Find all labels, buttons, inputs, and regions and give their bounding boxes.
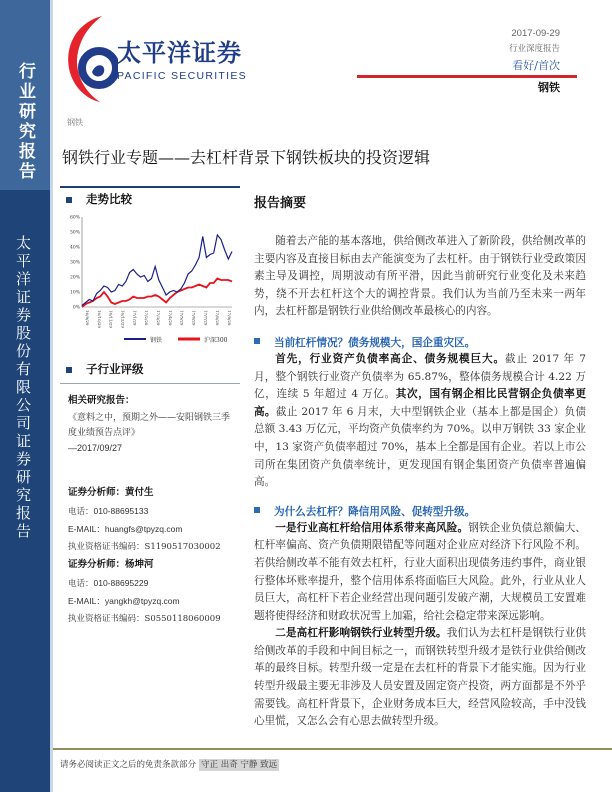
section-2-text-1: 钢铁企业负债总额偏大、杠杆率偏高、资产负债期限错配等问题对企业应对经济下行风险不利。若供给侧改革不能有效去杠杆，行业大面积出现债务违约事件，商业银行整体坏账率提升，整个信用体系将面临巨大风险。此外，行业从业人员巨大，高杠杆下若企业经营出现问题引发破产潮，大规模员工安置难题将使得经济和财政状况雪上加霜，给社会稳定带来深远影响。: [254, 521, 587, 622]
x-tick-label: 16/10/29: [96, 310, 102, 328]
section-1-heading-text: 当前杠杆情况？债务规模大，国企重灾区。: [274, 336, 476, 349]
footer-rule: [53, 748, 612, 750]
related-reports: [68, 394, 238, 456]
analyst-name: 证券分析师：黄付生: [68, 487, 154, 498]
trend-heading-text: 走势比较: [86, 192, 132, 206]
x-tick-label: 17/3/29: [156, 310, 161, 326]
footer-disclaimer: 请务必阅读正文之后的免责条款部分: [60, 760, 197, 770]
x-tick-label: 17/9/29: [227, 310, 232, 326]
x-tick-label: 17/5/29: [179, 310, 185, 326]
section-1-text-2: 截止 2017 年 6 月末，大中型钢铁企业（基本上都是国企）负债总额 3.43 万亿元，平均资产负债率约为 70%。以申万钢铁 33 家企业中，13 家资产负债率超过 70%，基本上全都是国有企业。若以上市公司所在集团资产负债率统计，更发现国有钢企集团资产负债率普遍偏高。: [254, 405, 587, 489]
y-tick-label: 0%: [72, 305, 80, 311]
left-column-rule: [60, 186, 240, 188]
section-2-heading-text: 为什么去杠杆？降信用风险、促转型升级。: [274, 505, 476, 518]
analyst-cert: 执业资格证书编码：S1190517030002: [68, 542, 221, 552]
section-2-lead-1: 一是行业高杠杆给信用体系带来高风险。: [275, 521, 469, 534]
footer: [60, 759, 279, 771]
legend-label-steel: 钢铁: [150, 337, 163, 344]
x-tick-label: 16/11/29: [108, 310, 114, 328]
y-tick-label: 60%: [69, 215, 80, 221]
y-tick-label: 20%: [69, 275, 80, 281]
analysts: [68, 484, 243, 628]
x-tick-label: 17/2/28: [144, 310, 150, 326]
logo-icon: [62, 14, 118, 102]
report-type: 行业深度报告: [508, 44, 560, 54]
y-tick-label: 40%: [69, 245, 80, 251]
analyst-1: [68, 484, 243, 556]
series-line-hs300: [82, 279, 232, 308]
analyst-phone: 电话：010-88695133: [68, 506, 149, 516]
x-tick-label: 17/1/29: [132, 310, 138, 326]
bullet-icon: [66, 367, 72, 373]
logo-text-en: PACIFIC SECURITIES: [117, 70, 247, 82]
section-1-lead-2: 其次，国有钢企相比民营钢企负债率更高。: [254, 388, 586, 418]
section-2-lead-2: 二是高杠杆影响钢铁行业转型升级。: [275, 627, 447, 640]
summary-intro: 随着去产能的基本落地，供给侧改革进入了新阶段，供给侧改革的主要内容及直接目标由去产能演变为了去杠杆。由于钢铁行业受政策因素主导及调控，周期波动有所平滑，因此当前研究行业变化及未来趋势，绕不开去杠杆这个大的调控背景。我们认为当前乃至未来一两年内，去杠杆都是钢铁行业供给侧改革最核心的内容。: [254, 235, 586, 318]
section-1-body: [254, 351, 586, 492]
section-2-body-1: [254, 520, 586, 626]
section-1-lead-1: 首先，行业资产负债率高企、债务规模巨大。: [275, 352, 506, 365]
rating: 看好/首次: [512, 59, 560, 72]
analyst-phone: 电话：010-88695229: [68, 578, 149, 588]
x-tick-label: 17/6/29: [191, 310, 197, 326]
report-date: 2017-09-29: [511, 28, 560, 39]
logo-text-cn: 太平洋证券: [117, 39, 242, 67]
bullet-icon: [66, 197, 72, 203]
summary-heading: 报告摘要: [254, 196, 307, 211]
sector-label: 钢铁: [538, 81, 560, 94]
x-tick-label: 17/8/29: [215, 310, 221, 326]
related-report-date: —2017/09/27: [68, 443, 123, 453]
x-tick-label: 17/4/29: [167, 310, 173, 326]
x-tick-label: 16/12/29: [120, 310, 126, 328]
analyst-cert: 执业资格证书编码：S0550118060009: [68, 614, 221, 624]
x-tick-label: 16/9/29: [85, 310, 90, 326]
footer-motto: 守正 出奇 宁静 致远: [201, 760, 278, 770]
y-tick-label: 10%: [69, 290, 80, 296]
analyst-email[interactable]: E-MAIL：yangkh@tpyzq.com: [68, 596, 180, 606]
header-divider: [357, 75, 577, 78]
y-tick-label: 30%: [69, 260, 80, 266]
analyst-2: [68, 556, 243, 628]
sub-heading-rule: [60, 383, 240, 384]
related-heading: 相关研究报告：: [68, 395, 135, 406]
analyst-name: 证券分析师：杨坤河: [68, 559, 154, 570]
sub-heading-text: 子行业评级: [86, 362, 144, 376]
legend-label-hs300: 沪深300: [204, 337, 228, 344]
sidebar-title: 行业研究报告: [15, 62, 35, 182]
trend-heading: [66, 192, 132, 207]
analyst-email[interactable]: E-MAIL：huangfs@tpyzq.com: [68, 524, 183, 534]
summary-column: [254, 196, 586, 731]
sidebar-company: 太平洋证券股份有限公司证券研究报告: [14, 235, 32, 541]
section-2-body-2: [254, 625, 586, 731]
bullet-icon: [254, 338, 260, 344]
section-1-text-1: 截止 2017 年 7 月，整个钢铁行业资产负债率为 65.87%，整体债务规模合计 4.22 万亿，连续 5 年超过 4 万亿。: [254, 352, 587, 401]
sidebar-edge: [50, 0, 53, 792]
x-tick-label: 17/7/29: [203, 310, 209, 326]
section-2-heading: [254, 502, 586, 520]
related-report-title[interactable]: 《意料之中，预期之外——安阳钢铁三季度业绩预告点评》: [68, 413, 231, 438]
trend-chart: [60, 211, 242, 347]
sub-industry-heading: [66, 362, 144, 377]
section-1-heading: [254, 333, 586, 351]
y-tick-label: 50%: [69, 230, 80, 236]
page-title: 钢铁行业专题——去杠杆背景下钢铁板块的投资逻辑: [62, 148, 431, 167]
sector-tag: 钢铁: [67, 118, 83, 127]
section-2-text-2: 我们认为去杠杆是钢铁行业供给侧改革的手段和中间目标之一，而钢铁转型升级才是铁行业供给侧改革的最终目标。转型升级一定是在去杠杆的背景下才能实施。因为行业转型升级最主要无非涉及人员安置及固定资产投资，两方面都是不外乎需要钱。高杠杆背景下，企业财务成本巨大，经营风险较高，手中没钱心里慌，又怎么会有心思去做转型升级。: [254, 627, 587, 728]
bullet-icon: [254, 507, 260, 513]
